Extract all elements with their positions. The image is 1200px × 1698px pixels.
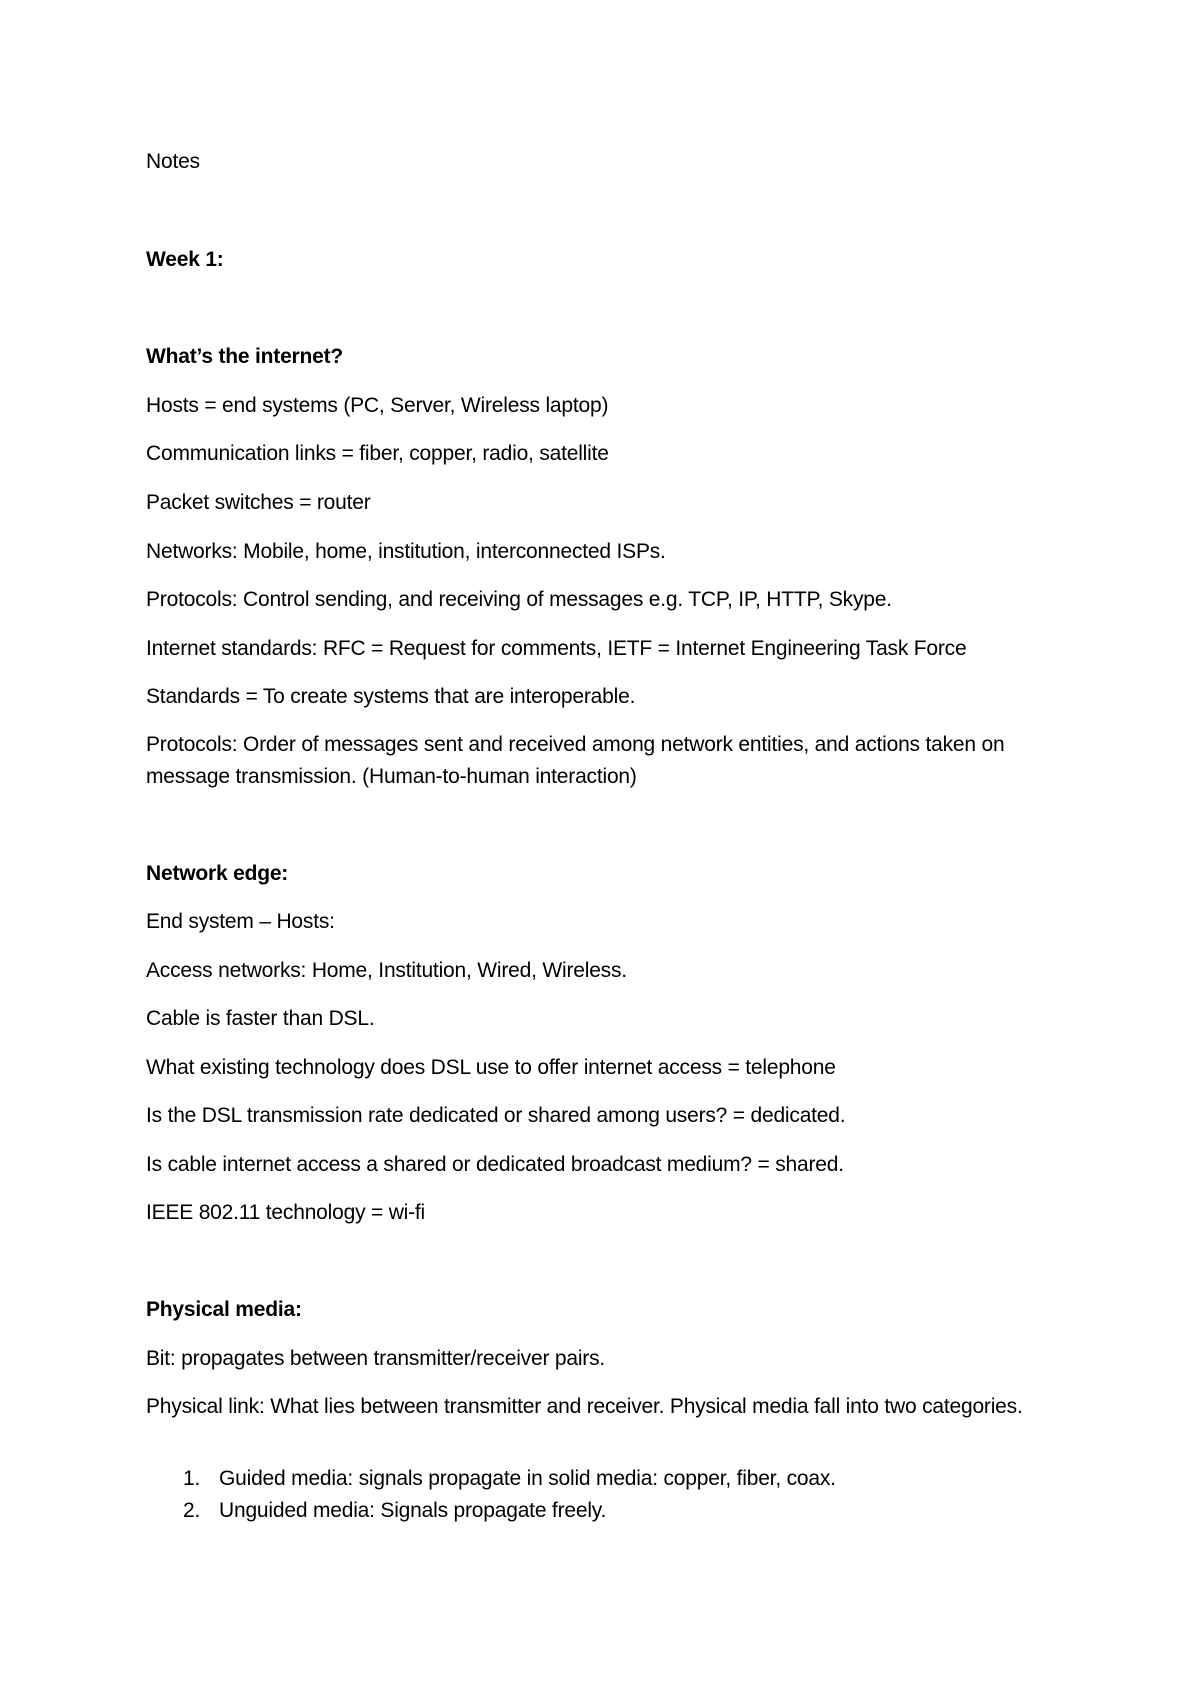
note-line: Cable is faster than DSL. [146, 1007, 375, 1030]
note-line: Access networks: Home, Institution, Wired, Wireless. [146, 959, 627, 982]
list-item [146, 1495, 836, 1527]
note-line: Internet standards: RFC = Request for comments, IETF = Internet Engineering Task Force [146, 637, 967, 660]
list-item-text: Guided media: signals propagate in solid media: copper, fiber, coax. [219, 1467, 836, 1490]
note-line: What existing technology does DSL use to offer internet access = telephone [146, 1056, 836, 1079]
section-heading-internet: What’s the internet? [146, 345, 344, 368]
list-number: 1. [183, 1467, 201, 1490]
note-line: Packet switches = router [146, 491, 371, 514]
section-heading-physical-media: Physical media: [146, 1298, 302, 1321]
document-title: Notes [146, 150, 200, 173]
note-line: Communication links = fiber, copper, radio, satellite [146, 442, 609, 465]
list-item [146, 1463, 836, 1495]
note-line: Bit: propagates between transmitter/receiver pairs. [146, 1347, 606, 1370]
note-line: Is cable internet access a shared or dedicated broadcast medium? = shared. [146, 1153, 844, 1176]
note-line: Networks: Mobile, home, institution, interconnected ISPs. [146, 540, 666, 563]
note-line: Protocols: Order of messages sent and received among network entities, and actions taken on message transmission. (Human-to-human interaction) [146, 733, 1005, 788]
week-heading: Week 1: [146, 248, 224, 271]
note-line: Protocols: Control sending, and receiving of messages e.g. TCP, IP, HTTP, Skype. [146, 588, 892, 611]
note-line: IEEE 802.11 technology = wi-fi [146, 1201, 426, 1224]
media-categories-list [146, 1463, 836, 1527]
note-line: Hosts = end systems (PC, Server, Wireless laptop) [146, 394, 609, 417]
note-line: End system – Hosts: [146, 910, 335, 933]
section-heading-network-edge: Network edge: [146, 862, 289, 885]
list-item-text: Unguided media: Signals propagate freely. [219, 1499, 607, 1522]
note-line: Physical link: What lies between transmitter and receiver. Physical media fall into two categories. [146, 1395, 1023, 1418]
note-line: Is the DSL transmission rate dedicated or shared among users? = dedicated. [146, 1104, 846, 1127]
note-line: Standards = To create systems that are interoperable. [146, 685, 636, 708]
list-number: 2. [183, 1499, 201, 1522]
